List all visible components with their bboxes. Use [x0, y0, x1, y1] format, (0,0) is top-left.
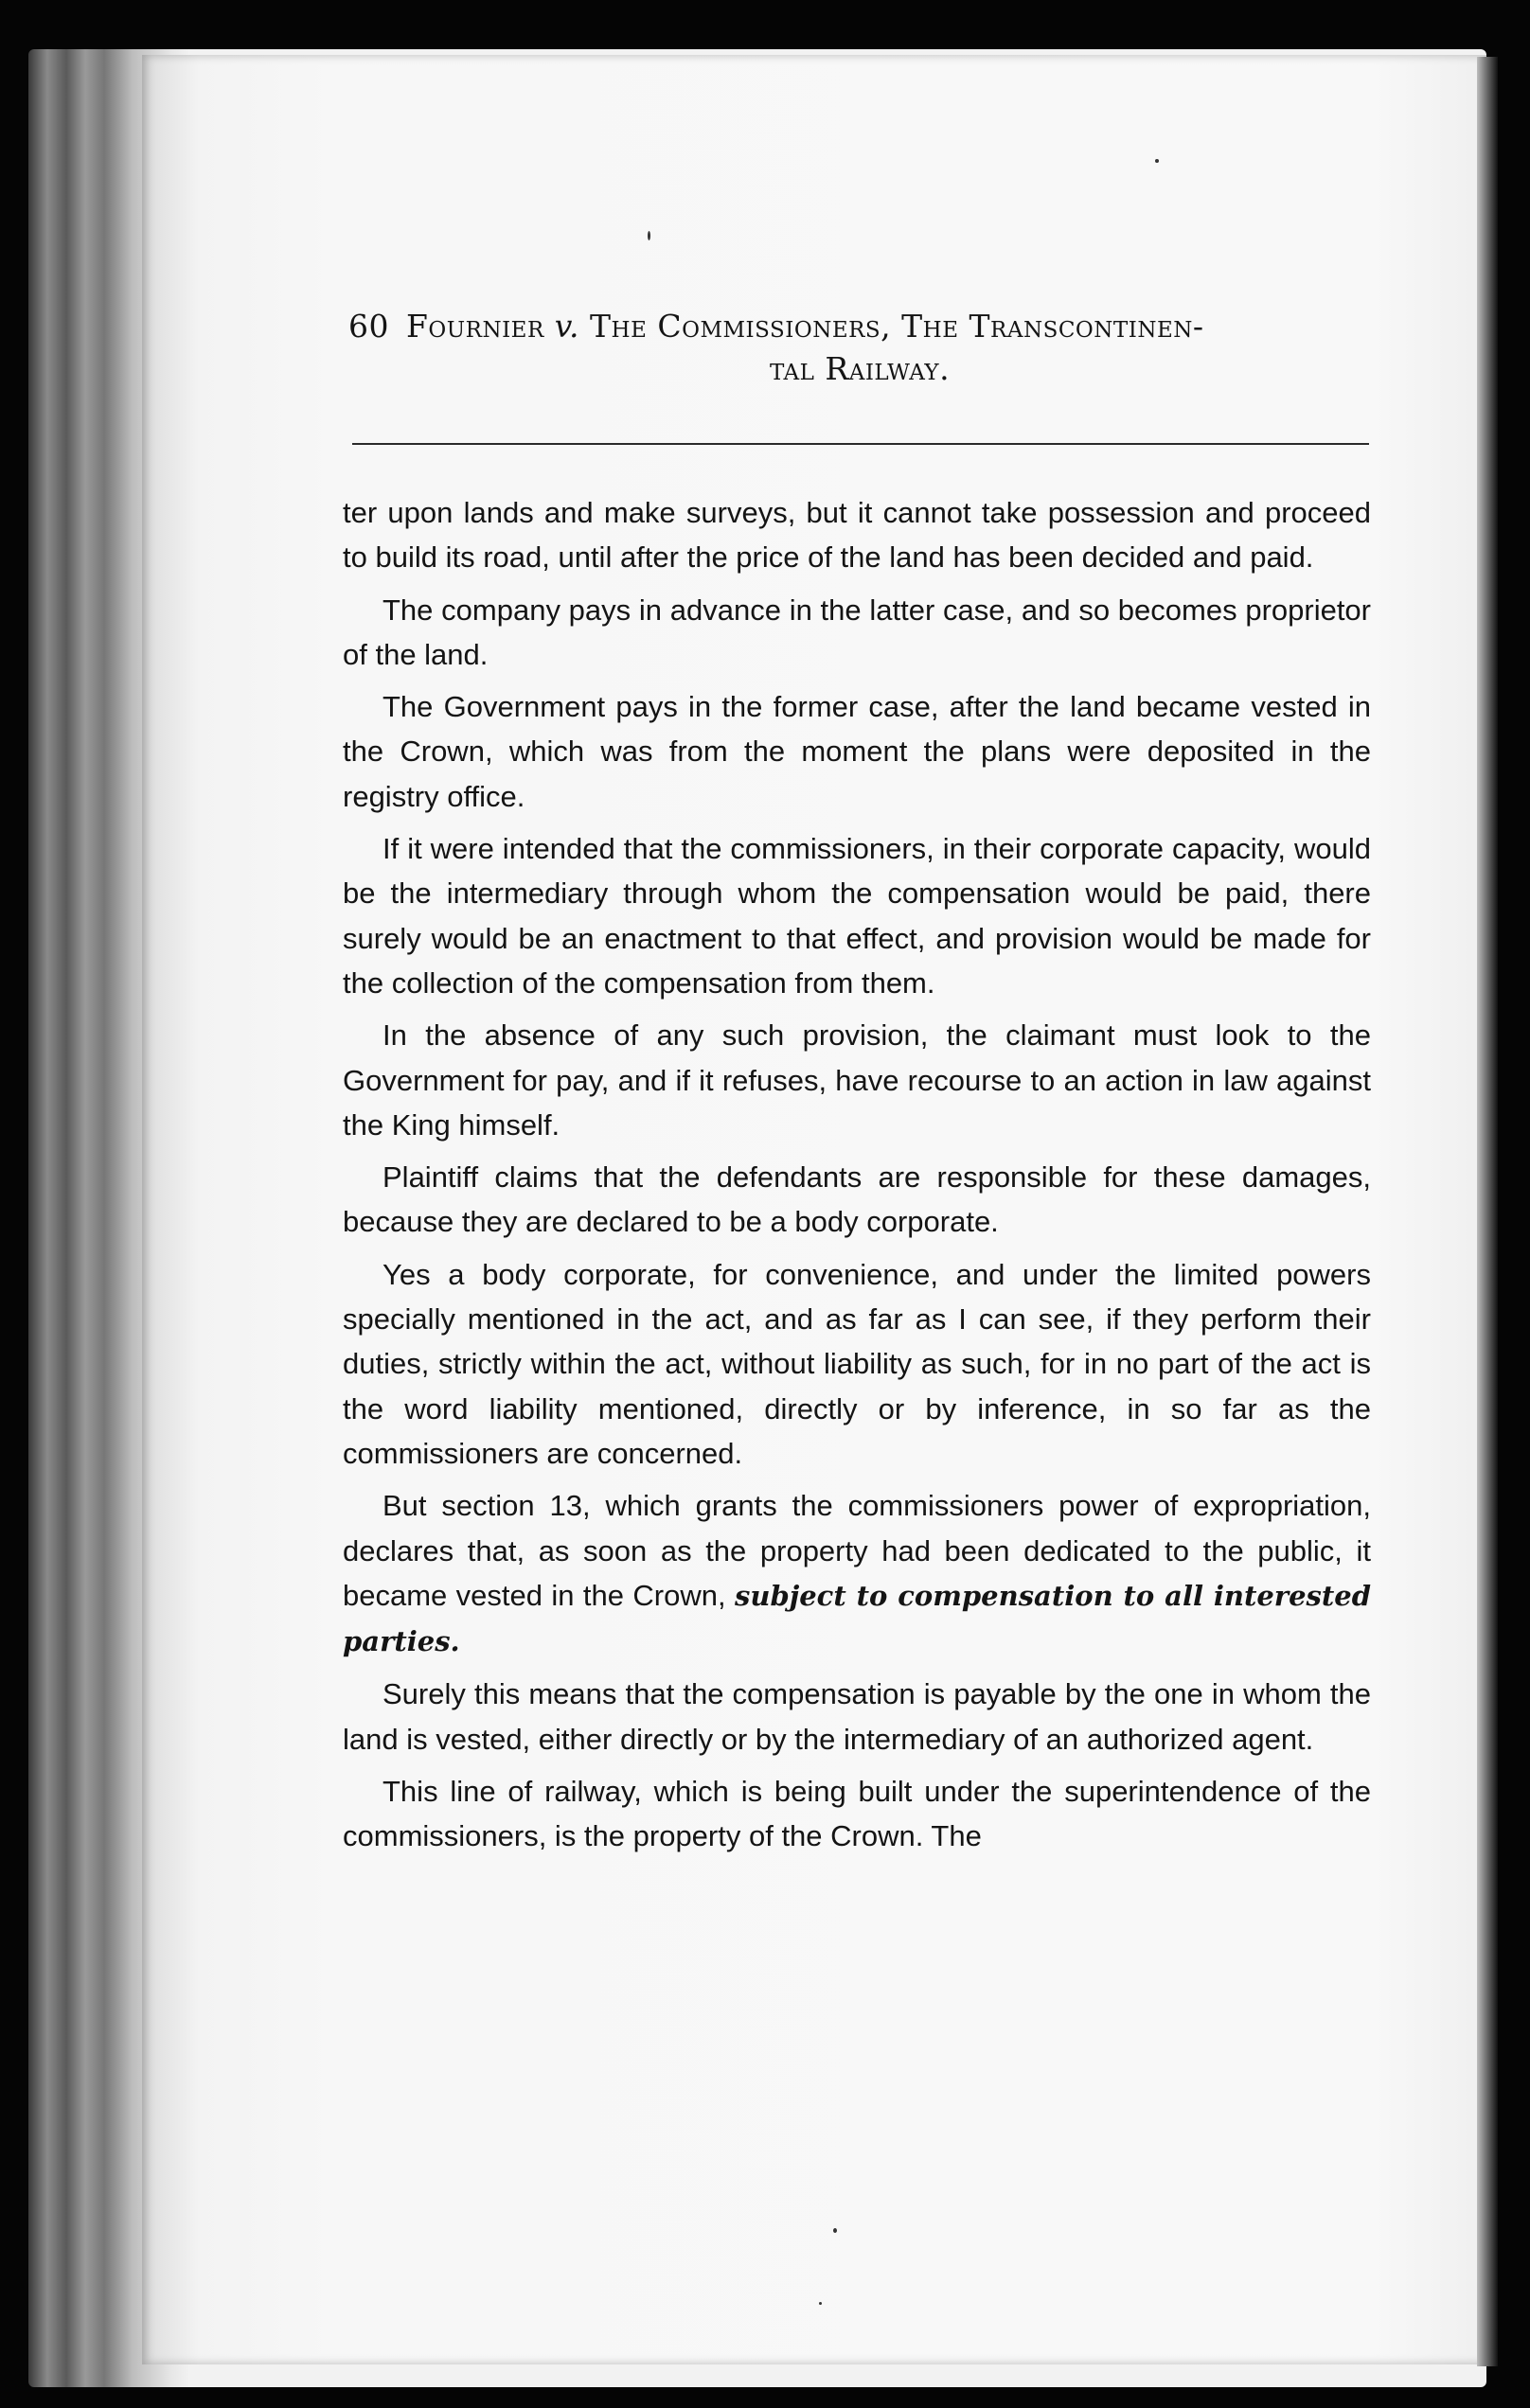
page-gutter-shadow: [1477, 57, 1498, 2366]
paragraph-text: But section 13, which grants the commissioners power of expropriation, declares that, as soon as the property had been dedicated to the public, it became vested in the Crown,: [343, 1489, 1371, 1612]
header-title-part2: The Commissioners, The Transcontinen-: [590, 308, 1204, 345]
page-number: 60: [348, 308, 389, 345]
paragraph: This line of railway, which is being built under the superintendence of the commissioners, is the property of the Crown. The: [343, 1775, 1371, 1853]
scan-speck: [833, 2228, 837, 2233]
paragraph: [343, 1483, 1371, 1664]
paragraph: Yes a body corporate, for convenience, and under the limited powers specially mentioned in the act, and as far as I can see, if they perform their duties, strictly within the act, without liability as such, for in no part of the act is the word liability mentioned, directly or by inference, in so far as the commissioners are concerned.: [343, 1257, 1371, 1470]
header-title-line2: tal Railway.: [769, 350, 951, 387]
paragraph-italic-text: subject to compensation to all interested parties.: [343, 1579, 1371, 1658]
paragraph: If it were intended that the commissioners, in their corporate capacity, would be the intermediary through whom the compensation would be paid, there surely would be an enactment to that effect, and provision would be made for the collection of the compensation from them.: [343, 832, 1371, 1000]
header-rule: [352, 443, 1369, 445]
scan-speck: [648, 231, 650, 240]
running-header: [348, 308, 1371, 387]
paragraph: Plaintiff claims that the defendants are responsible for these damages, because they are declared to be a body corporate.: [343, 1160, 1371, 1239]
body-text: [343, 490, 1371, 1867]
paragraph: The company pays in advance in the latter case, and so becomes proprietor of the land.: [343, 593, 1371, 671]
paragraph: In the absence of any such provision, the claimant must look to the Government for pay, and if it refuses, have recourse to an action in law against the King himself.: [343, 1018, 1371, 1142]
paragraph: The Government pays in the former case, after the land became vested in the Crown, which was from the moment the plans were deposited in the registry office.: [343, 690, 1371, 813]
paragraph: Surely this means that the compensation is payable by the one in whom the land is vested, either directly or by the intermediary of an authorized agent.: [343, 1677, 1371, 1756]
scan-speck: [819, 2302, 822, 2305]
header-title-part1: Fournier: [406, 308, 544, 345]
paragraph: ter upon lands and make surveys, but it cannot take possession and proceed to build its road, until after the price of the land has been decided and paid.: [343, 496, 1371, 575]
scan-speck: [1155, 159, 1159, 163]
header-versus: v.: [554, 308, 579, 345]
